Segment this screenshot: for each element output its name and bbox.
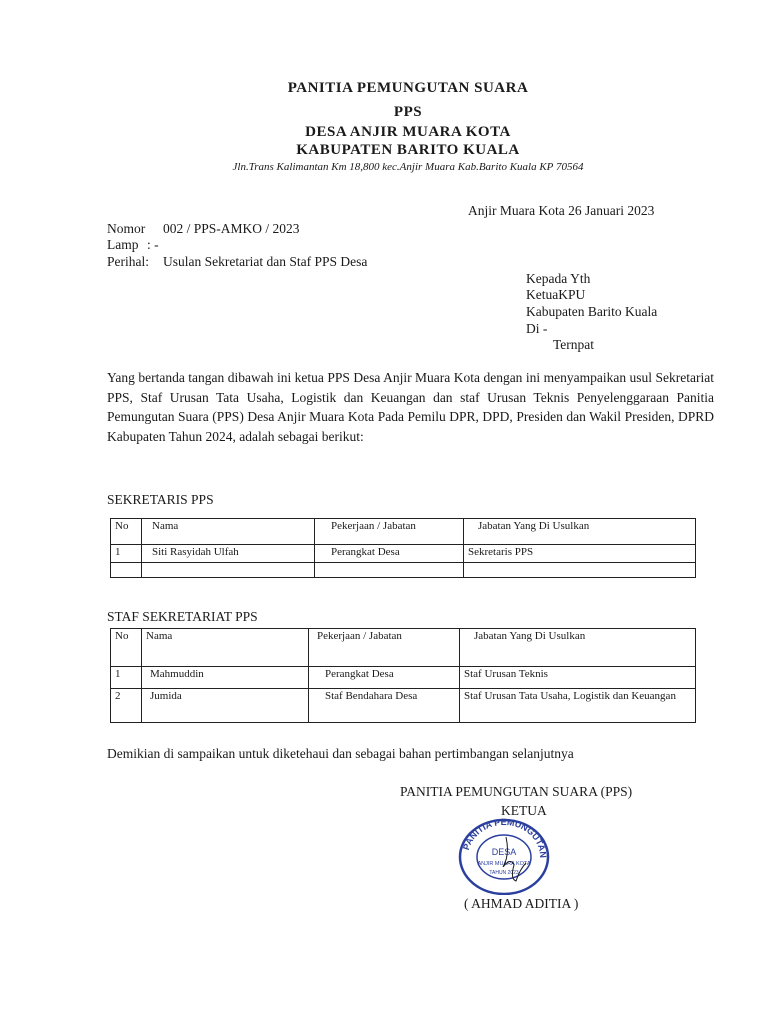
sekretaris-table — [110, 518, 696, 578]
body-paragraph: Yang bertanda tangan dibawah ini ketua PPS Desa Anjir Muara Kota dengan ini menyampaikan usul Sekretariat PPS, Staf Urusan Tata Usaha, Logistik dan Keuangan dan staf Urusan Teknis Penyelenggaraan Panitia Pemungutan Suara (PPS) Desa Anjir Muara Kota Pada Pemilu DPR, DPD, Presiden dan Wakil Presiden, DPRD Kabupaten Tahun 2024, adalah sebagai berikut: — [107, 370, 714, 444]
letterhead-pps: PPS — [393, 104, 423, 120]
meta-perihal — [107, 254, 367, 270]
header-no: No — [111, 629, 142, 667]
table2-title: STAF SEKRETARIAT PPS — [107, 609, 258, 624]
header-jabatan: Jabatan Yang Di Usulkan — [464, 519, 696, 545]
letterhead-title: PANITIA PEMUNGUTAN SUARA — [287, 80, 529, 96]
staf-table — [110, 628, 696, 723]
table-header-row — [111, 629, 696, 667]
cell-pekerjaan: Staf Bendahara Desa — [309, 689, 460, 723]
recipient-line3: Kabupaten Barito Kuala — [526, 304, 658, 319]
lamp-label: Lamp — [107, 237, 139, 252]
table-header-row — [111, 519, 696, 545]
letterhead-address: Jln.Trans Kalimantan Km 18,800 kec.Anjir Muara Kab.Barito Kuala KP 70564 — [232, 161, 584, 173]
recipient-line1: Kepada Yth — [526, 271, 591, 286]
header-no: No — [111, 519, 142, 545]
cell-pekerjaan: Perangkat Desa — [315, 545, 464, 563]
lamp-value: : - — [147, 237, 159, 252]
signature-name: ( AHMAD ADITIA ) — [464, 896, 579, 911]
cell-jabatan: Staf Urusan Teknis — [460, 667, 696, 689]
cell-nama: Jumida — [142, 689, 309, 723]
stamp-arc-text: PANITIA PEMUNGUTAN — [460, 816, 549, 859]
table-row — [111, 689, 696, 723]
cell-jabatan — [464, 563, 696, 578]
table1-title: SEKRETARIS PPS — [107, 492, 214, 507]
cell-jabatan: Sekretaris PPS — [464, 545, 696, 563]
header-nama: Nama — [142, 519, 315, 545]
header-pekerjaan: Pekerjaan / Jabatan — [315, 519, 464, 545]
cell-no: 2 — [111, 689, 142, 723]
header-jabatan: Jabatan Yang Di Usulkan — [460, 629, 696, 667]
stamp-inner-desa: DESA — [491, 847, 517, 857]
stamp-inner-year: TAHUN 2023 — [489, 870, 519, 876]
recipient-line5: Ternpat — [553, 337, 595, 352]
cell-nama: Siti Rasyidah Ulfah — [142, 545, 315, 563]
stamp-inner-place: ANJIR MUARA KOTA — [477, 861, 531, 867]
table-row — [111, 563, 696, 578]
letterhead-kabupaten: KABUPATEN BARITO KUALA — [296, 142, 520, 158]
table-row — [111, 545, 696, 563]
meta-nomor — [107, 221, 300, 237]
letterhead-desa: DESA ANJIR MUARA KOTA — [305, 124, 511, 140]
table-row — [111, 667, 696, 689]
cell-no: 1 — [111, 545, 142, 563]
cell-pekerjaan: Perangkat Desa — [309, 667, 460, 689]
nomor-label: Nomor — [107, 221, 146, 236]
cell-nama: Mahmuddin — [142, 667, 309, 689]
nomor-value: 002 / PPS-AMKO / 2023 — [163, 221, 300, 236]
cell-pekerjaan — [315, 563, 464, 578]
official-stamp-icon — [454, 815, 554, 900]
header-pekerjaan: Pekerjaan / Jabatan — [309, 629, 460, 667]
letter-date: Anjir Muara Kota 26 Januari 2023 — [468, 203, 655, 218]
perihal-value: Usulan Sekretariat dan Staf PPS Desa — [163, 254, 368, 269]
cell-jabatan: Staf Urusan Tata Usaha, Logistik dan Keuangan — [460, 689, 696, 723]
closing-text: Demikian di sampaikan untuk diketehaui dan sebagai bahan pertimbangan selanjutnya — [107, 746, 574, 761]
cell-no — [111, 563, 142, 578]
recipient-line2: KetuaKPU — [526, 287, 586, 302]
meta-lamp — [107, 237, 159, 253]
cell-nama — [142, 563, 315, 578]
perihal-label: Perihal: — [107, 254, 149, 269]
header-nama: Nama — [142, 629, 309, 667]
signature-role: KETUA — [501, 803, 547, 818]
recipient-line4: Di - — [526, 321, 548, 336]
signature-org: PANITIA PEMUNGUTAN SUARA (PPS) — [400, 784, 633, 799]
cell-no: 1 — [111, 667, 142, 689]
